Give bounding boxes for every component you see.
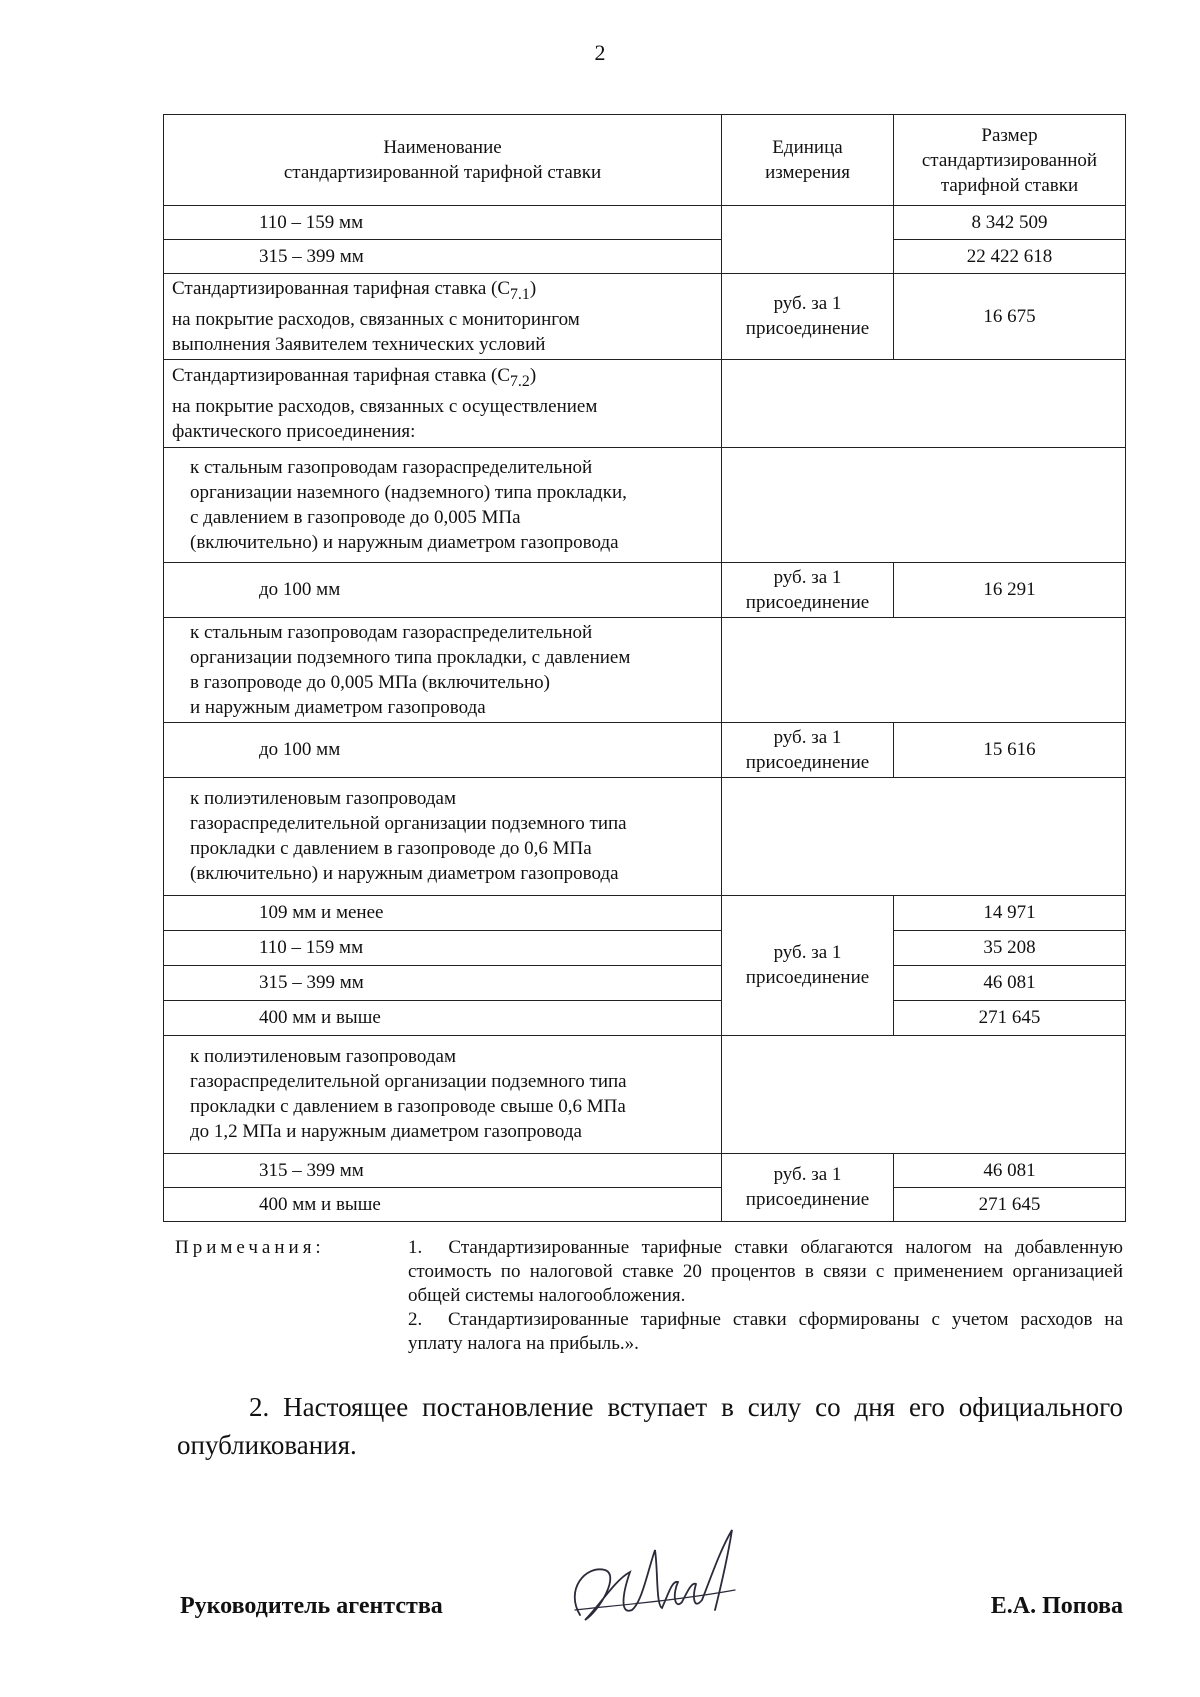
group3-line: к полиэтиленовым газопроводам	[190, 788, 456, 810]
row-name: 109 мм и менее	[164, 895, 722, 930]
header-unit-cell	[722, 115, 894, 206]
note-text: Стандартизированные тарифные ставки облагаются налогом на добавленную стоимость по налоговой ставке 20 процентов в связи с применением организацией общей системы налогообложения.	[408, 1237, 1124, 1306]
row-name: 110 – 159 мм	[164, 930, 722, 965]
tariff-table	[163, 114, 1126, 1222]
note-item	[408, 1308, 1123, 1356]
group1-line: к стальным газопроводам газораспределительной	[190, 456, 593, 478]
row-name: 315 – 399 мм	[164, 1153, 722, 1187]
unit-cell	[722, 1153, 894, 1221]
unit-line: руб. за 1	[773, 566, 842, 588]
unit-line: присоединение	[745, 967, 870, 989]
table-row	[164, 895, 1126, 930]
header-name-line: Наименование	[383, 137, 502, 158]
group-header-row	[164, 447, 1126, 562]
table-row	[164, 722, 1126, 777]
row-value: 35 208	[894, 930, 1126, 965]
unit-line: руб. за 1	[773, 293, 842, 315]
notes-list	[408, 1236, 1123, 1356]
unit-line: присоединение	[745, 318, 870, 340]
group3-line: прокладки с давлением в газопроводе до 0,6 МПа	[190, 838, 592, 860]
c71-title: Стандартизированная тарифная ставка $(С_{7.1})$	[172, 278, 537, 303]
page-number: 2	[594, 40, 606, 65]
table-header-row	[164, 115, 1126, 206]
row-name: до 100 мм	[164, 722, 722, 777]
table-row	[164, 562, 1126, 617]
row-value: 46 081	[894, 1153, 1126, 1187]
row-name: 110 – 159 мм	[164, 206, 722, 240]
c71-line: на покрытие расходов, связанных с мониторингом	[172, 308, 580, 330]
group3-line: газораспределительной организации подземного типа	[190, 813, 627, 835]
group2-line: организации подземного типа прокладки, с давлением	[190, 646, 631, 668]
table-row	[164, 930, 1126, 965]
group4-line: до 1,2 МПа и наружным диаметром газопровода	[190, 1121, 582, 1143]
header-size-line: Размер	[981, 124, 1038, 146]
group1-desc	[164, 447, 722, 562]
header-name-cell	[164, 115, 722, 206]
note-number: 2.	[408, 1309, 423, 1330]
group4-line: газораспределительной организации подземного типа	[190, 1071, 627, 1093]
c72-title: Стандартизированная тарифная ставка $(С_{7.2})$	[172, 364, 537, 390]
c71-line: выполнения Заявителем технических условий	[172, 333, 546, 355]
table-row	[164, 1187, 1126, 1221]
row-value: 271 645	[894, 1000, 1126, 1035]
handwritten-signature	[560, 1510, 750, 1640]
row-name: 315 – 399 мм	[164, 240, 722, 274]
c71-name-cell	[164, 274, 722, 360]
c71-unit-cell	[722, 274, 894, 360]
unit-cell	[722, 895, 894, 1035]
group2-desc	[164, 617, 722, 722]
header-unit-line: Единица	[772, 137, 843, 158]
row-value: 16 291	[894, 562, 1126, 617]
group4-empty	[722, 1035, 1126, 1153]
unit-line: присоединение	[745, 591, 870, 613]
table-row	[164, 1000, 1126, 1035]
group4-desc	[164, 1035, 722, 1153]
group3-empty	[722, 777, 1126, 895]
table-row	[164, 274, 1126, 360]
note-text: Стандартизированные тарифные ставки сформированы с учетом расходов на уплату налога на прибыль.».	[408, 1309, 1124, 1354]
table-row	[164, 1153, 1126, 1187]
header-size-line: стандартизированной	[921, 149, 1098, 171]
row-value: 14 971	[894, 895, 1126, 930]
unit-cell	[722, 562, 894, 617]
row-name: 315 – 399 мм	[164, 965, 722, 1000]
header-unit-line: измерения	[765, 162, 850, 183]
unit-line: присоединение	[745, 1189, 870, 1211]
group1-line: с давлением в газопроводе до 0,005 МПа	[190, 506, 521, 528]
group-header-row	[164, 777, 1126, 895]
row-name: до 100 мм	[164, 562, 722, 617]
table-row	[164, 359, 1126, 447]
row-value: 46 081	[894, 965, 1126, 1000]
table-row	[164, 965, 1126, 1000]
group2-empty	[722, 617, 1126, 722]
group2-line: в газопроводе до 0,005 МПа (включительно)	[190, 671, 550, 693]
unit-cell	[722, 722, 894, 777]
c71-value: 16 675	[894, 274, 1126, 360]
group3-desc	[164, 777, 722, 895]
signer-title: Руководитель агентства	[180, 1593, 443, 1619]
row-value: 15 616	[894, 722, 1126, 777]
group-header-row	[164, 1035, 1126, 1153]
note-number: 1.	[408, 1237, 423, 1258]
c72-empty	[722, 359, 1126, 447]
row-unit-empty	[722, 206, 894, 274]
c72-name-cell	[164, 359, 722, 447]
header-name-line: стандартизированной тарифной ставки	[283, 162, 602, 183]
unit-line: руб. за 1	[773, 1164, 842, 1186]
unit-line: присоединение	[745, 751, 870, 773]
note-item	[408, 1236, 1123, 1308]
row-value: 22 422 618	[894, 240, 1126, 274]
group4-line: к полиэтиленовым газопроводам	[190, 1046, 456, 1068]
group1-line: организации наземного (надземного) типа прокладки,	[190, 481, 627, 503]
effective-clause: 2. Настоящее постановление вступает в силу со дня его официального опубликования.	[177, 1392, 1123, 1460]
table-row	[164, 206, 1126, 240]
row-value: 271 645	[894, 1187, 1126, 1221]
group3-line: (включительно) и наружным диаметром газопровода	[190, 863, 619, 885]
row-value: 8 342 509	[894, 206, 1126, 240]
group1-line: (включительно) и наружным диаметром газопровода	[190, 531, 619, 553]
c72-line: на покрытие расходов, связанных с осуществлением	[172, 395, 598, 417]
notes-label: Примечания:	[175, 1237, 325, 1258]
header-size-line: тарифной ставки	[940, 174, 1079, 196]
table-row	[164, 240, 1126, 274]
c72-line: фактического присоединения:	[172, 420, 416, 442]
group2-line: и наружным диаметром газопровода	[190, 696, 486, 718]
signer-name: Е.А. Попова	[990, 1593, 1123, 1619]
header-size-cell	[894, 115, 1126, 206]
group2-line: к стальным газопроводам газораспределительной	[190, 621, 593, 643]
unit-line: руб. за 1	[773, 942, 842, 964]
unit-line: руб. за 1	[773, 726, 842, 748]
group1-empty	[722, 447, 1126, 562]
row-name: 400 мм и выше	[164, 1187, 722, 1221]
group-header-row	[164, 617, 1126, 722]
group4-line: прокладки с давлением в газопроводе свыше 0,6 МПа	[190, 1096, 626, 1118]
row-name: 400 мм и выше	[164, 1000, 722, 1035]
